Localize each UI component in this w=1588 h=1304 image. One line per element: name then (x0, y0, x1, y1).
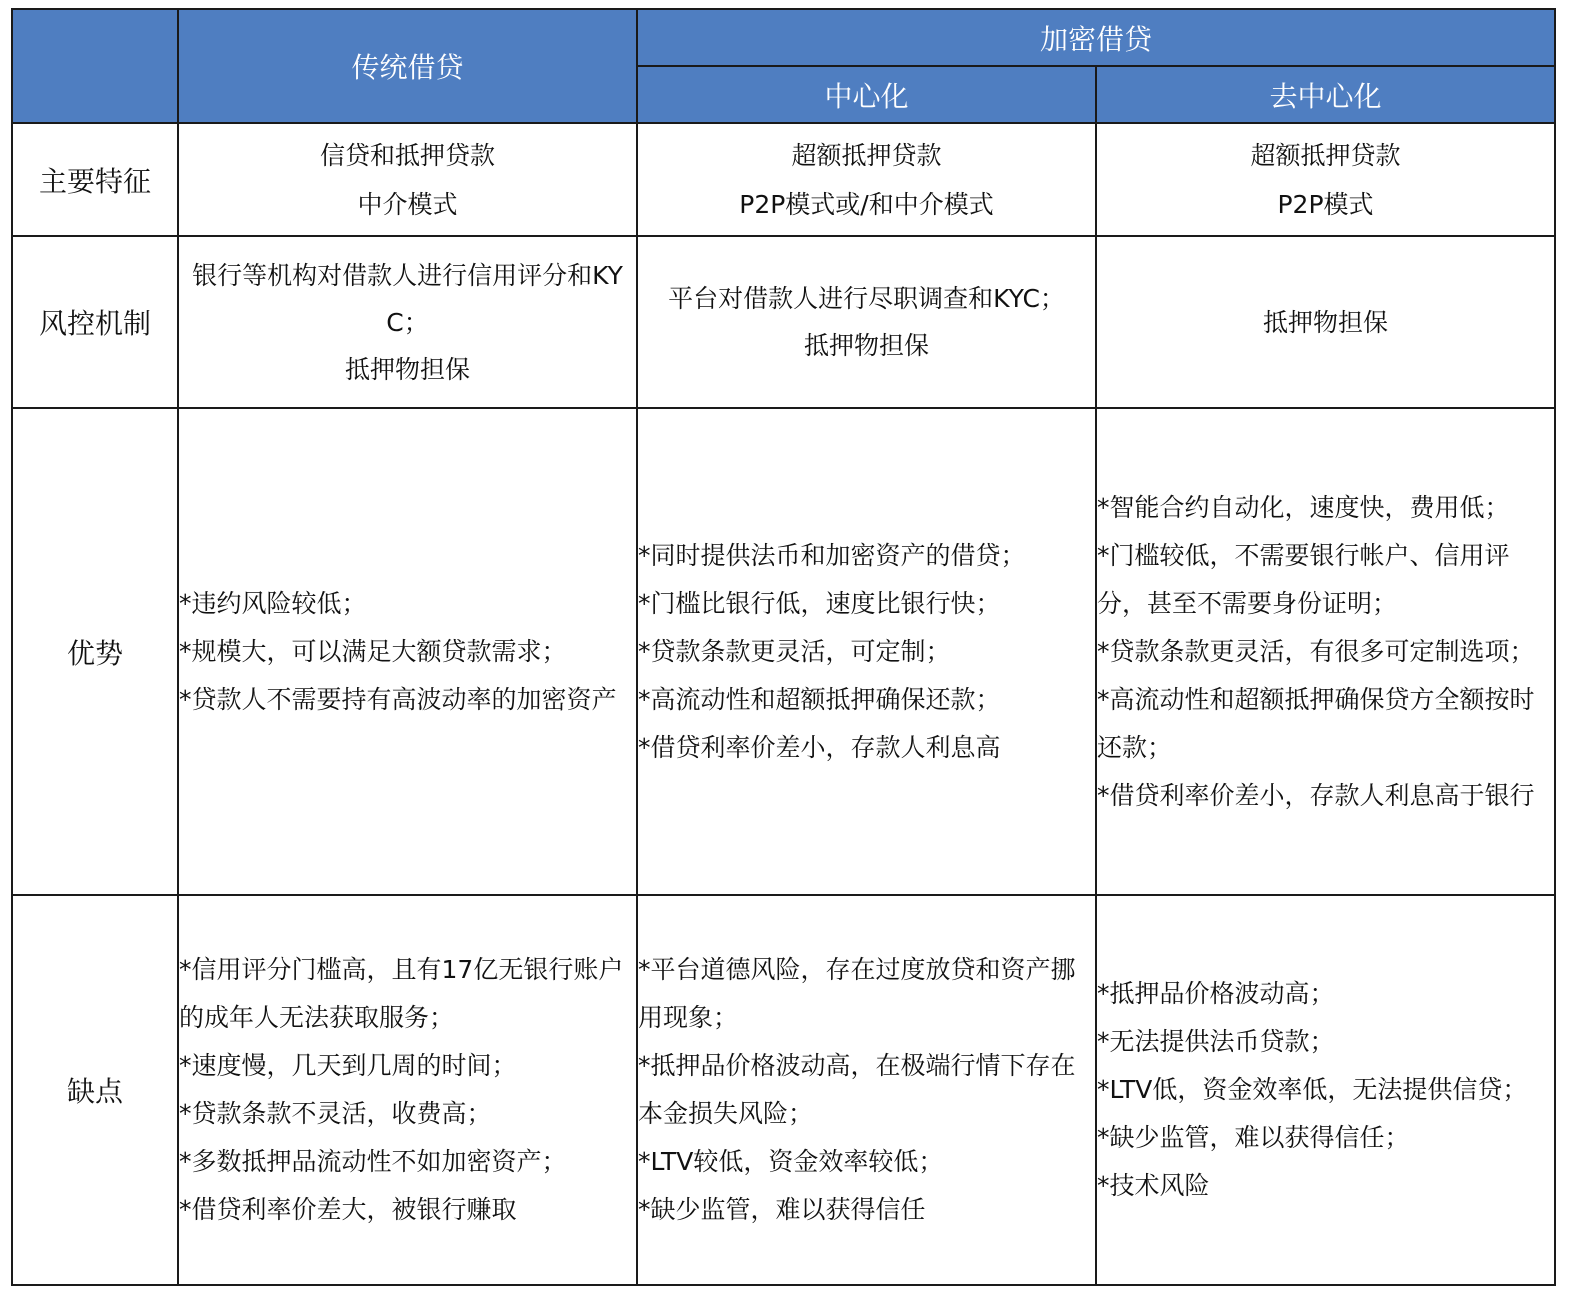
row-advantages (12, 408, 1555, 895)
cell-advantages-traditional (178, 408, 637, 895)
list-item: *信用评分门槛高，且有17亿无银行账户的成年人无法获取服务； (179, 955, 624, 1032)
list-item: *多数抵押品流动性不如加密资产； (179, 1147, 567, 1176)
header-centralized: 中心化 (637, 66, 1096, 123)
header-crypto: 加密借贷 (637, 9, 1555, 66)
list-item: *速度慢，几天到几周的时间； (179, 1051, 517, 1080)
text-line: 超额抵押贷款 (791, 140, 942, 170)
text-line: P2P模式或/和中介模式 (739, 189, 994, 219)
list-item: *LTV低，资金效率低，无法提供信贷； (1097, 1075, 1528, 1104)
list-item: *门槛比银行低，速度比银行快； (638, 588, 1001, 618)
list-item: *借贷利率价差大，被银行赚取 (179, 1195, 517, 1224)
list-item: *规模大，可以满足大额贷款需求； (179, 636, 567, 666)
list-item: *违约风险较低； (179, 588, 367, 618)
cell-main-features-decentralized (1096, 123, 1555, 236)
list-item: *贷款人不需要持有高波动率的加密资产 (179, 684, 617, 714)
cell-advantages-decentralized (1096, 408, 1555, 895)
list-item: *借贷利率价差小，存款人利息高于银行 (1097, 780, 1535, 810)
list-item: *同时提供法币和加密资产的借贷； (638, 540, 1026, 570)
list-item: *高流动性和超额抵押确保贷方全额按时还款； (1097, 684, 1535, 762)
cell-disadvantages-centralized (637, 895, 1096, 1285)
row-label-advantages: 优势 (12, 408, 178, 895)
row-label-disadvantages: 缺点 (12, 895, 178, 1285)
cell-risk-control-traditional (178, 236, 637, 408)
list-item: *抵押品价格波动高； (1097, 979, 1335, 1008)
header-decentralized: 去中心化 (1096, 66, 1555, 123)
comparison-table (11, 8, 1556, 1286)
text-line: 平台对借款人进行尽职调查和KYC； (668, 284, 1065, 313)
text-line: 抵押物担保 (1263, 307, 1389, 337)
cell-advantages-centralized (637, 408, 1096, 895)
row-label-risk-control: 风控机制 (12, 236, 178, 408)
list-item: *门槛较低，不需要银行帐户、信用评分，甚至不需要身份证明； (1097, 540, 1510, 618)
text-line: P2P模式 (1277, 189, 1374, 219)
list-item: *抵押品价格波动高，在极端行情下存在本金损失风险； (638, 1051, 1076, 1128)
list-item: *贷款条款不灵活，收费高； (179, 1099, 492, 1128)
list-item: *平台道德风险，存在过度放贷和资产挪用现象； (638, 955, 1076, 1032)
cell-main-features-traditional (178, 123, 637, 236)
row-label-main-features: 主要特征 (12, 123, 178, 236)
text-line: 超额抵押贷款 (1250, 140, 1401, 170)
list-item: *缺少监管，难以获得信任 (638, 1195, 926, 1224)
text-line: 抵押物担保 (344, 354, 470, 384)
list-item: *智能合约自动化，速度快，费用低； (1097, 492, 1510, 522)
list-item: *技术风险 (1097, 1171, 1210, 1200)
list-item: *LTV较低，资金效率较低； (638, 1147, 944, 1176)
text-line: 中介模式 (357, 189, 458, 219)
list-item: *缺少监管，难以获得信任； (1097, 1123, 1410, 1152)
cell-disadvantages-traditional (178, 895, 637, 1285)
list-item: *贷款条款更灵活，有很多可定制选项； (1097, 636, 1535, 666)
row-main-features (12, 123, 1555, 236)
text-line: 抵押物担保 (803, 331, 929, 360)
list-item: *高流动性和超额抵押确保还款； (638, 684, 1001, 714)
cell-risk-control-centralized (637, 236, 1096, 408)
list-item: *借贷利率价差小，存款人利息高 (638, 732, 1001, 762)
cell-disadvantages-decentralized (1096, 895, 1555, 1285)
text-line: 银行等机构对借款人进行信用评分和KYC； (192, 260, 623, 337)
list-item: *贷款条款更灵活，可定制； (638, 636, 951, 666)
text-line: 信贷和抵押贷款 (319, 140, 495, 170)
header-corner-cell (12, 9, 178, 123)
header-traditional: 传统借贷 (178, 9, 637, 123)
cell-main-features-centralized (637, 123, 1096, 236)
list-item: *无法提供法币贷款； (1097, 1027, 1335, 1056)
row-risk-control (12, 236, 1555, 408)
row-disadvantages (12, 895, 1555, 1285)
cell-risk-control-decentralized (1096, 236, 1555, 408)
